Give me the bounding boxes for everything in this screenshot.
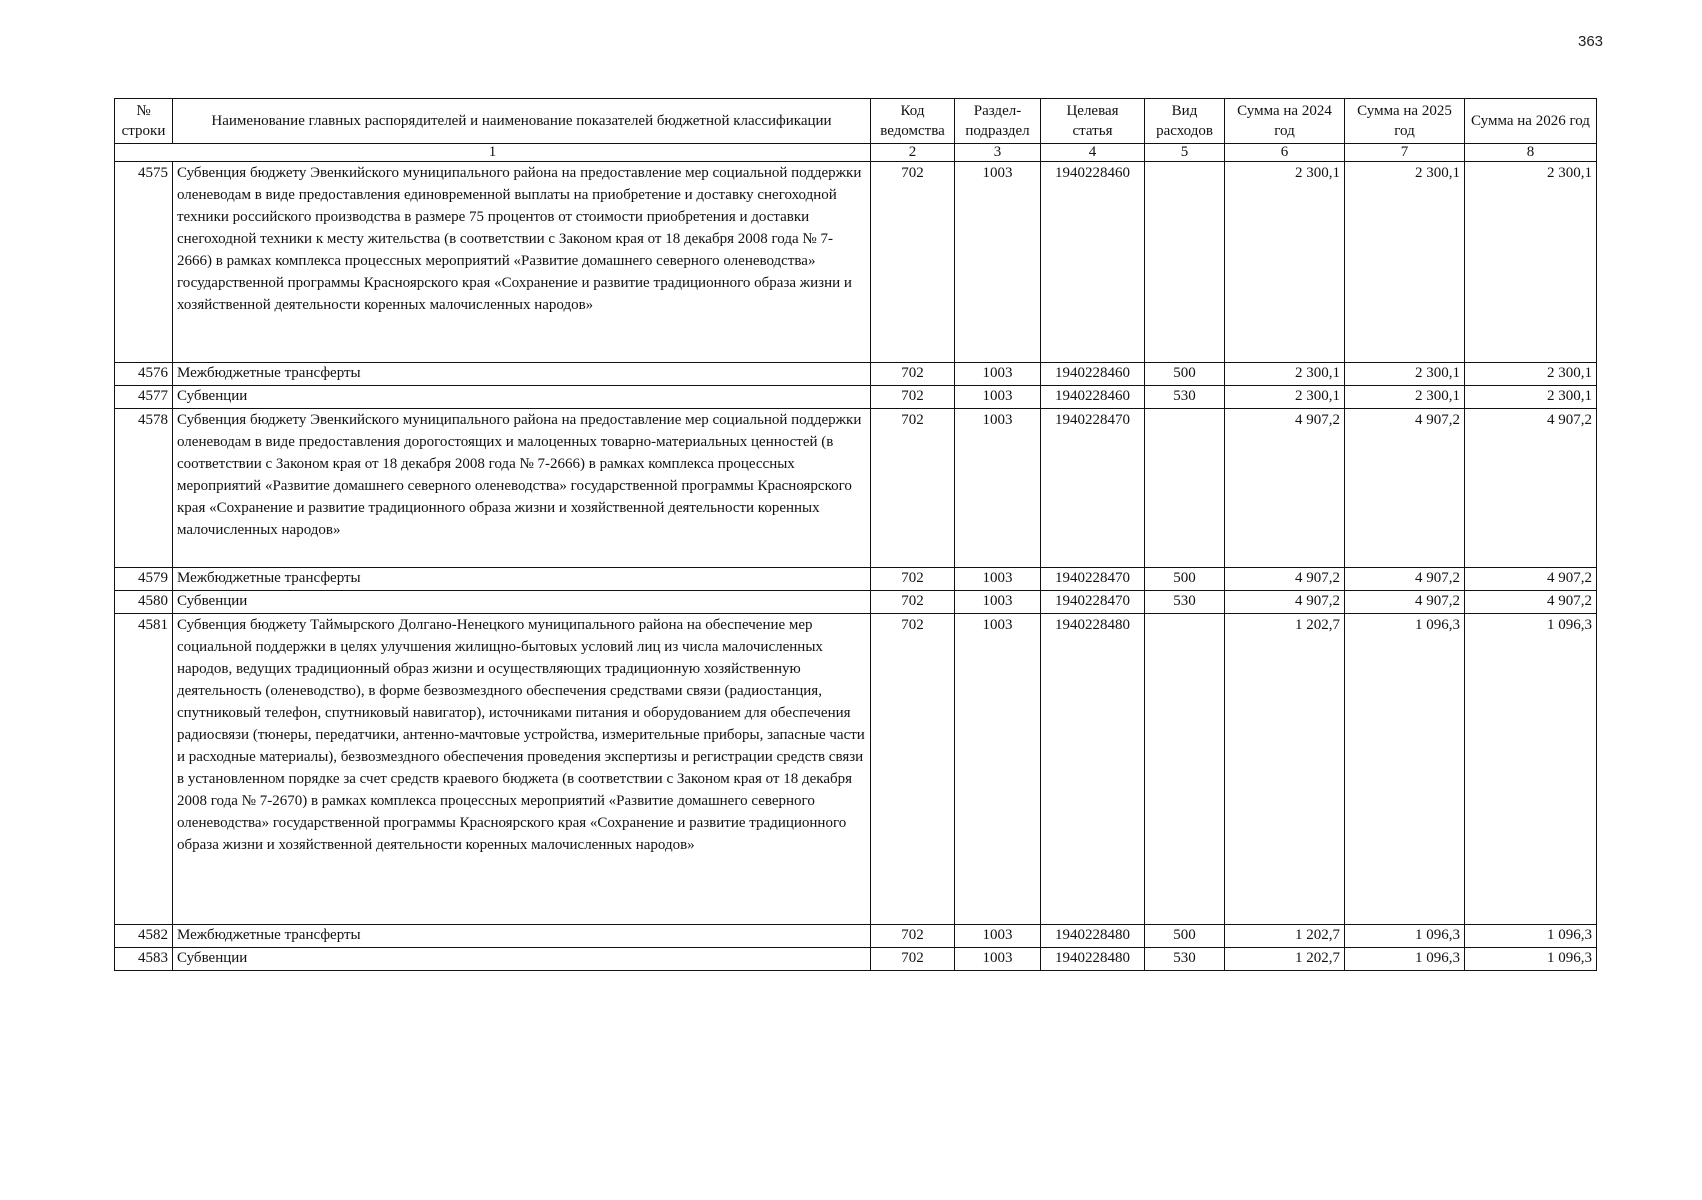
budget-table [114, 98, 1597, 971]
row-target-article: 1940228460 [1041, 162, 1145, 363]
row-name: Субвенция бюджету Эвенкийского муниципального района на предоставление мер социальной поддержки оленеводам в виде предоставления дорогостоящих и малоценных товарно-материальных ценностей (в соответствии с Законом края от 18 декабря 2008 года № 7-2666) в рамках комплекса процессных мероприятий «Развитие домашнего северного оленеводства» государственной программы Красноярского края «Сохранение и развитие традиционного образа жизни и хозяйственной деятельности коренных малочисленных народов» [173, 409, 871, 568]
row-sum-2025: 2 300,1 [1345, 386, 1465, 409]
table-row [115, 363, 1597, 386]
row-dept-code: 702 [871, 591, 955, 614]
row-dept-code: 702 [871, 386, 955, 409]
table-row [115, 409, 1597, 568]
row-sum-2025: 4 907,2 [1345, 591, 1465, 614]
row-expense-type: 500 [1145, 363, 1225, 386]
row-sum-2025: 4 907,2 [1345, 409, 1465, 568]
row-dept-code: 702 [871, 925, 955, 948]
row-expense-type: 530 [1145, 591, 1225, 614]
row-number: 4583 [115, 948, 173, 971]
row-target-article: 1940228480 [1041, 948, 1145, 971]
row-name: Межбюджетные трансферты [173, 363, 871, 386]
header-section: Раздел-подраздел [955, 99, 1041, 144]
row-sum-2026: 1 096,3 [1465, 948, 1597, 971]
row-section: 1003 [955, 614, 1041, 925]
row-sum-2024: 1 202,7 [1225, 925, 1345, 948]
row-target-article: 1940228460 [1041, 363, 1145, 386]
row-sum-2024: 2 300,1 [1225, 386, 1345, 409]
column-number: 1 [115, 144, 871, 162]
row-name: Субвенции [173, 386, 871, 409]
row-expense-type [1145, 162, 1225, 363]
row-sum-2025: 4 907,2 [1345, 568, 1465, 591]
column-number: 6 [1225, 144, 1345, 162]
row-sum-2026: 1 096,3 [1465, 614, 1597, 925]
row-expense-type: 500 [1145, 925, 1225, 948]
row-expense-type: 530 [1145, 948, 1225, 971]
row-sum-2024: 2 300,1 [1225, 363, 1345, 386]
row-sum-2024: 4 907,2 [1225, 409, 1345, 568]
row-sum-2024: 2 300,1 [1225, 162, 1345, 363]
row-dept-code: 702 [871, 948, 955, 971]
row-name: Субвенция бюджету Эвенкийского муниципального района на предоставление мер социальной поддержки оленеводам в виде предоставления единовременной выплаты на приобретение и доставку снегоходной техники российского производства в размере 75 процентов от стоимости приобретения и доставки снегоходной техники к месту жительства (в соответствии с Законом края от 18 декабря 2008 года № 7-2666) в рамках комплекса процессных мероприятий «Развитие домашнего северного оленеводства» государственной программы Красноярского края «Сохранение и развитие традиционного образа жизни и хозяйственной деятельности коренных малочисленных народов» [173, 162, 871, 363]
row-section: 1003 [955, 386, 1041, 409]
row-sum-2025: 2 300,1 [1345, 363, 1465, 386]
row-dept-code: 702 [871, 568, 955, 591]
row-number: 4576 [115, 363, 173, 386]
row-sum-2025: 1 096,3 [1345, 948, 1465, 971]
row-target-article: 1940228470 [1041, 409, 1145, 568]
row-section: 1003 [955, 162, 1041, 363]
table-row [115, 925, 1597, 948]
column-number: 4 [1041, 144, 1145, 162]
row-sum-2024: 1 202,7 [1225, 614, 1345, 925]
row-name: Субвенция бюджету Таймырского Долгано-Ненецкого муниципального района на обеспечение мер социальной поддержки в целях улучшения жилищно-бытовых условий лиц из числа малочисленных народов, ведущих традиционный образ жизни и осуществляющих традиционную хозяйственную деятельность (оленеводство), в форме безвозмездного обеспечения средствами связи (радиостанция, спутниковый телефон, спутниковый навигатор), источниками питания и оборудованием для обеспечения радиосвязи (тюнеры, передатчики, антенно-мачтовые устройства, измерительные приборы, запасные части и расходные материалы), безвозмездного обеспечения проведения экспертизы и регистрации средств связи в установленном порядке за счет средств краевого бюджета (в соответствии с Законом края от 18 декабря 2008 года № 7-2670) в рамках комплекса процессных мероприятий «Развитие домашнего северного оленеводства» государственной программы Красноярского края «Сохранение и развитие традиционного образа жизни и хозяйственной деятельности коренных малочисленных народов» [173, 614, 871, 925]
row-sum-2026: 2 300,1 [1465, 386, 1597, 409]
row-name: Субвенции [173, 948, 871, 971]
row-dept-code: 702 [871, 614, 955, 925]
row-sum-2024: 1 202,7 [1225, 948, 1345, 971]
row-expense-type: 530 [1145, 386, 1225, 409]
row-number: 4575 [115, 162, 173, 363]
header-row-no: № строки [115, 99, 173, 144]
row-sum-2026: 4 907,2 [1465, 591, 1597, 614]
row-sum-2025: 2 300,1 [1345, 162, 1465, 363]
row-expense-type [1145, 614, 1225, 925]
page-number: 363 [1578, 33, 1604, 50]
header-sum-2024: Сумма на 2024 год [1225, 99, 1345, 144]
row-sum-2025: 1 096,3 [1345, 925, 1465, 948]
table-row [115, 162, 1597, 363]
row-number: 4580 [115, 591, 173, 614]
row-section: 1003 [955, 568, 1041, 591]
row-section: 1003 [955, 948, 1041, 971]
row-target-article: 1940228470 [1041, 591, 1145, 614]
header-name: Наименование главных распорядителей и наименование показателей бюджетной классификации [173, 99, 871, 144]
table-row [115, 591, 1597, 614]
row-sum-2026: 1 096,3 [1465, 925, 1597, 948]
table-row [115, 386, 1597, 409]
row-number: 4581 [115, 614, 173, 925]
header-target-article: Целевая статья [1041, 99, 1145, 144]
row-sum-2024: 4 907,2 [1225, 591, 1345, 614]
table-row [115, 568, 1597, 591]
row-target-article: 1940228480 [1041, 925, 1145, 948]
row-number: 4577 [115, 386, 173, 409]
row-name: Межбюджетные трансферты [173, 925, 871, 948]
column-number: 8 [1465, 144, 1597, 162]
header-expense-type: Вид расходов [1145, 99, 1225, 144]
column-number: 3 [955, 144, 1041, 162]
table-row [115, 948, 1597, 971]
table-header [115, 99, 1597, 162]
column-number: 5 [1145, 144, 1225, 162]
header-row [115, 99, 1597, 144]
row-sum-2026: 2 300,1 [1465, 363, 1597, 386]
row-section: 1003 [955, 409, 1041, 568]
row-number: 4578 [115, 409, 173, 568]
column-number: 7 [1345, 144, 1465, 162]
row-target-article: 1940228470 [1041, 568, 1145, 591]
row-expense-type: 500 [1145, 568, 1225, 591]
row-name: Межбюджетные трансферты [173, 568, 871, 591]
header-dept-code: Код ведомства [871, 99, 955, 144]
row-sum-2026: 4 907,2 [1465, 409, 1597, 568]
header-sum-2026: Сумма на 2026 год [1465, 99, 1597, 144]
header-sum-2025: Сумма на 2025 год [1345, 99, 1465, 144]
row-dept-code: 702 [871, 162, 955, 363]
row-expense-type [1145, 409, 1225, 568]
row-number: 4579 [115, 568, 173, 591]
row-sum-2026: 2 300,1 [1465, 162, 1597, 363]
row-dept-code: 702 [871, 409, 955, 568]
row-sum-2025: 1 096,3 [1345, 614, 1465, 925]
table-body [115, 162, 1597, 971]
row-section: 1003 [955, 363, 1041, 386]
row-section: 1003 [955, 925, 1041, 948]
row-number: 4582 [115, 925, 173, 948]
row-sum-2024: 4 907,2 [1225, 568, 1345, 591]
table-row [115, 614, 1597, 925]
row-dept-code: 702 [871, 363, 955, 386]
column-numbers-row [115, 144, 1597, 162]
row-target-article: 1940228480 [1041, 614, 1145, 925]
row-target-article: 1940228460 [1041, 386, 1145, 409]
column-number: 2 [871, 144, 955, 162]
row-sum-2026: 4 907,2 [1465, 568, 1597, 591]
row-name: Субвенции [173, 591, 871, 614]
row-section: 1003 [955, 591, 1041, 614]
